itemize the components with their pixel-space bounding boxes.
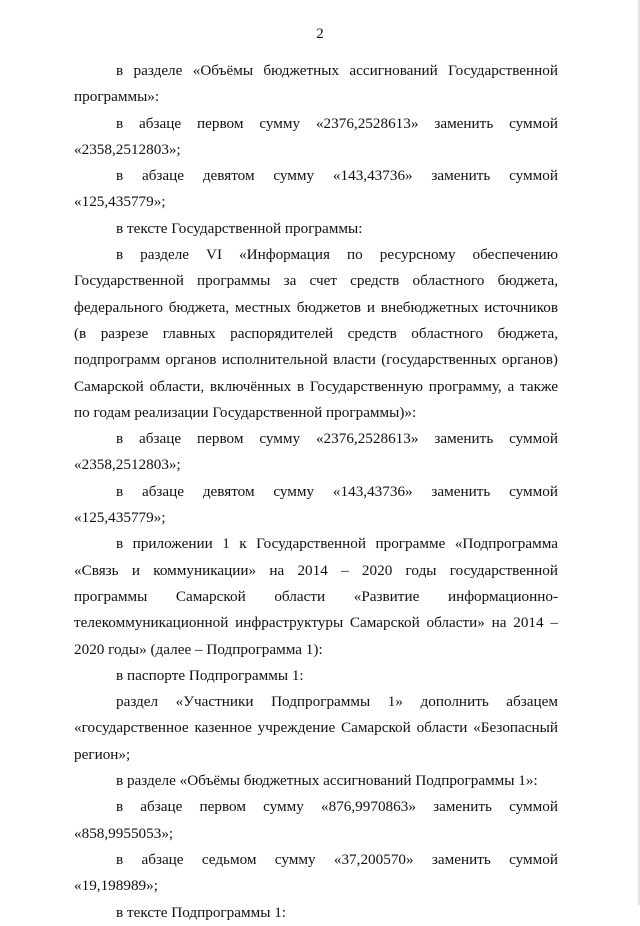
paragraph: в тексте Подпрограммы 1: bbox=[116, 903, 287, 921]
paragraph: в абзаце седьмом сумму «37,200570» заменить суммой «19,198989»; bbox=[74, 850, 558, 895]
paragraph: в разделе VI «Информация по ресурсному обеспечению Государственной программы за счет средств областного бюджета, федерального бюджета, местных бюджетов и внебюджетных источников (в разрезе главных распорядителей средств областного бюджета, подпрограмм органов исполнительной власти (государственных органов) Самарской области, включённых в Государственную программу, а также по годам реализации Государственной программы)»: bbox=[74, 246, 558, 421]
paragraph: в абзаце первом сумму «2376,2528613» заменить суммой «2358,2512803»; bbox=[74, 114, 558, 158]
paragraph: в разделе «Объёмы бюджетных ассигнований Подпрограммы 1»: bbox=[116, 772, 538, 790]
paragraph: в тексте Государственной программы: bbox=[116, 219, 363, 237]
paragraph: в приложении 1 к Государственной программе «Подпрограмма «Связь и коммуникации» на 2014 – 2020 годы государственной программы Самарской области «Развитие информационно-телекоммуникационной инфраструктуры Самарской области» на 2014 – 2020 годы» (далее – Подпрограмма 1): bbox=[74, 535, 558, 658]
paragraph: в абзаце девятом сумму «143,43736» заменить суммой «125,435779»; bbox=[74, 167, 558, 211]
paragraph: в абзаце первом сумму «876,9970863» заменить суммой «858,9955053»; bbox=[74, 798, 558, 842]
paragraph: в паспорте Подпрограммы 1: bbox=[116, 666, 304, 684]
paragraph: в абзаце первом сумму «2376,2528613» заменить суммой «2358,2512803»; bbox=[74, 430, 558, 474]
paragraph: в разделе «Объёмы бюджетных ассигнований Государственной программы»: bbox=[74, 62, 558, 106]
paragraph: в абзаце девятом сумму «143,43736» заменить суммой «125,435779»; bbox=[74, 482, 558, 527]
paragraph: раздел «Участники Подпрограммы 1» дополнить абзацем «государственное казенное учреждение Самарской области «Безопасный регион»; bbox=[74, 693, 558, 763]
document-body bbox=[74, 58, 558, 926]
page-number: 2 bbox=[316, 26, 324, 42]
